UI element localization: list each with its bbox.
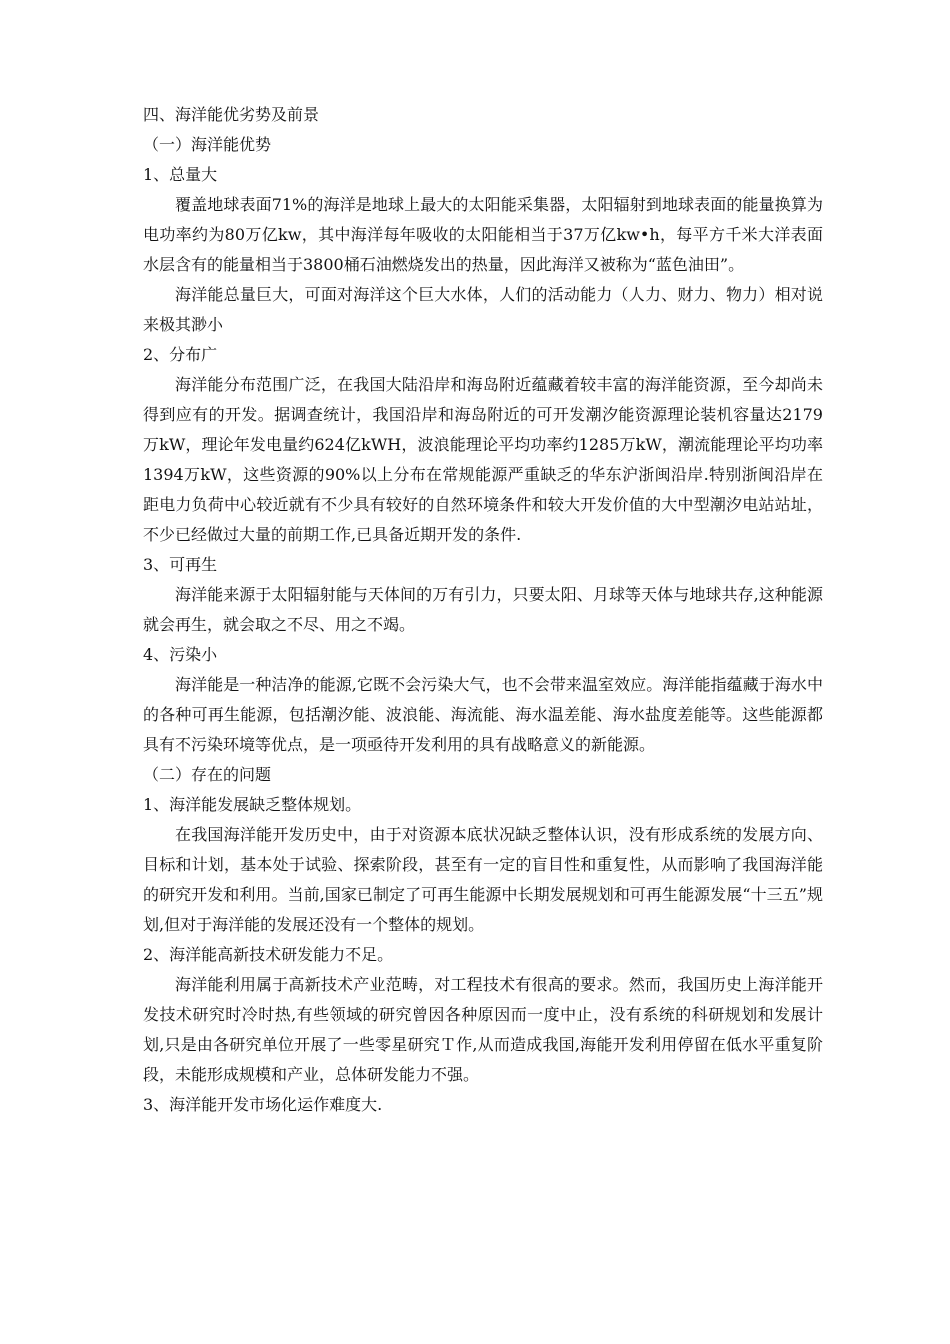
body-paragraph: 海洋能总量巨大，可面对海洋这个巨大水体，人们的活动能力（人力、财力、物力）相对说来极其渺小 xyxy=(143,285,823,334)
section-advantages xyxy=(143,130,823,760)
document-page xyxy=(143,100,823,1120)
subsection-heading: 2、分布广 xyxy=(143,345,218,364)
subsection-heading: 4、污染小 xyxy=(143,645,218,664)
subsection-heading: 1、总量大 xyxy=(143,165,218,184)
body-paragraph: 海洋能分布范围广泛，在我国大陆沿岸和海岛附近蕴藏着较丰富的海洋能资源，至今却尚未得到应有的开发。据调查统计，我国沿岸和海岛附近的可开发潮汐能资源理论装机容量达2179万kW，理论年发电量约624亿kWH，波浪能理论平均功率约1285万kW，潮流能理论平均功率1394万kW，这些资源的90%以上分布在常规能源严重缺乏的华东沪浙闽沿岸.特别浙闽沿岸在距电力负荷中心较近就有不少具有较好的自然环境条件和较大开发价值的大中型潮汐电站站址，不少已经做过大量的前期工作,已具备近期开发的条件. xyxy=(143,375,823,544)
body-paragraph: 海洋能是一种洁净的能源,它既不会污染大气，也不会带来温室效应。海洋能指蕴藏于海水中的各种可再生能源，包括潮汐能、波浪能、海流能、海水温差能、海水盐度差能等。这些能源都具有不污染环境等优点，是一项亟待开发利用的具有战略意义的新能源。 xyxy=(143,675,823,754)
body-paragraph: 在我国海洋能开发历史中，由于对资源本底状况缺乏整体认识，没有形成系统的发展方向、目标和计划，基本处于试验、探索阶段，甚至有一定的盲目性和重复性，从而影响了我国海洋能的研究开发和利用。当前,国家已制定了可再生能源中长期发展规划和可再生能源发展“十三五”规划,但对于海洋能的发展还没有一个整体的规划。 xyxy=(143,825,823,934)
body-paragraph: 海洋能来源于太阳辐射能与天体间的万有引力，只要太阳、月球等天体与地球共存,这种能源就会再生，就会取之不尽、用之不竭。 xyxy=(143,585,823,634)
subsection-heading: 3、海洋能开发市场化运作难度大. xyxy=(143,1095,383,1114)
section-heading: （二）存在的问题 xyxy=(143,765,272,784)
section-problems xyxy=(143,760,823,1120)
subsection-heading: 3、可再生 xyxy=(143,555,218,574)
body-paragraph: 覆盖地球表面71%的海洋是地球上最大的太阳能采集器，太阳辐射到地球表面的能量换算为电功率约为80万亿kw，其中海洋每年吸收的太阳能相当于37万亿kw•h，每平方千米大洋表面水层含有的能量相当于3800桶石油燃烧发出的热量，因此海洋又被称为“蓝色油田”。 xyxy=(143,195,823,274)
document-title: 四、海洋能优劣势及前景 xyxy=(143,105,320,124)
body-paragraph: 海洋能利用属于高新技术产业范畴，对工程技术有很高的要求。然而，我国历史上海洋能开发技术研究时冷时热,有些领域的研究曾因各种原因而一度中止，没有系统的科研规划和发展计划,只是由各研究单位开展了一些零星研究Ｔ作,从而造成我国,海能开发利用停留在低水平重复阶段，未能形成规模和产业，总体研发能力不强。 xyxy=(143,975,823,1084)
subsection-heading: 1、海洋能发展缺乏整体规划。 xyxy=(143,795,362,814)
subsection-heading: 2、海洋能高新技术研发能力不足。 xyxy=(143,945,394,964)
section-heading: （一）海洋能优势 xyxy=(143,135,272,154)
